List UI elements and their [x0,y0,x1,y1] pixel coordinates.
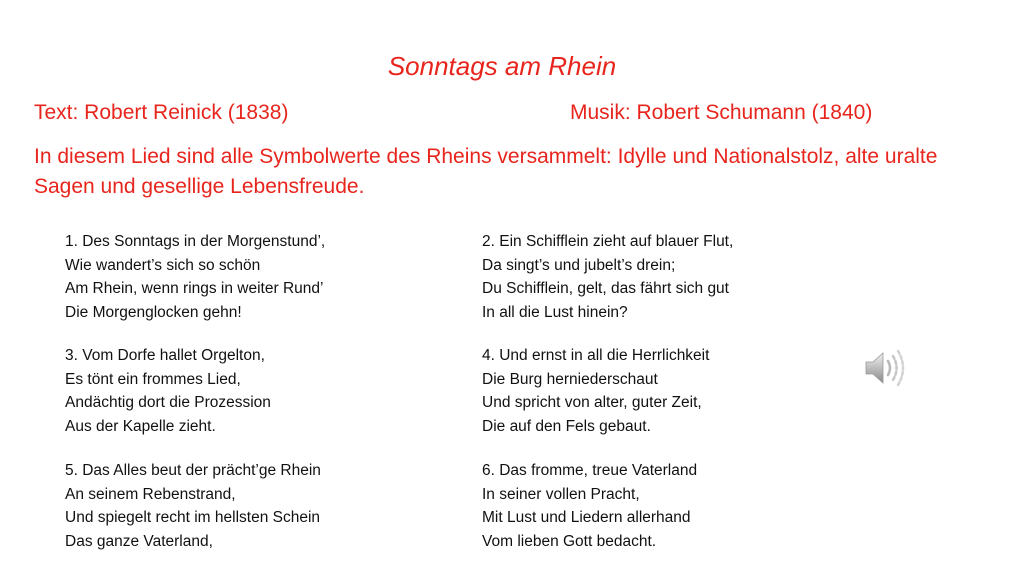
verse-line: Andächtig dort die Prozession [65,394,271,411]
verse-line: 6. Das fromme, treue Vaterland [482,462,698,479]
intro-text: In diesem Lied sind alle Symbolwerte des Rheins versammelt: Idylle und Nationalstolz, alte uralte Sagen und gesellige Lebensfreude. [34,145,938,198]
verse-line: Am Rhein, wenn rings in weiter Rund’ [65,280,324,297]
verse-line: An seinem Rebenstrand, [65,485,236,503]
verse-line: 4. Und ernst in all die Herrlichkeit [482,347,710,364]
credits-row [34,98,994,128]
speaker-icon[interactable] [860,346,910,390]
verse-line: Vom lieben Gott bedacht. [482,532,657,550]
verse-line: Das ganze Vaterland, [65,532,213,550]
verse-line: 2. Ein Schifflein zieht auf blauer Flut, [482,233,734,250]
verse-4 [482,344,862,438]
verse-line: 5. Das Alles beut der prächt’ge Rhein [65,462,321,479]
slide-title: Sonntags am Rhein [387,51,617,81]
verse-6 [482,459,862,553]
lyricist-credit: Text: Robert Reinick (1838) [34,101,289,124]
verse-line: Die Burg herniederschaut [482,370,658,388]
verse-line: Die Morgenglocken gehn! [65,303,242,321]
verse-line: Es tönt ein frommes Lied, [65,370,241,388]
composer-credit: Musik: Robert Schumann (1840) [570,101,873,124]
verse-line: 1. Des Sonntags in der Morgenstund’, [65,233,326,250]
verse-line: Mit Lust und Liedern allerhand [482,509,691,526]
verse-line: Aus der Kapelle zieht. [65,417,216,435]
verse-line: Die auf den Fels gebaut. [482,417,651,435]
verse-line: Da singt’s und jubelt’s drein; [482,256,676,274]
verse-5 [65,459,445,553]
verse-1 [65,230,445,324]
verse-2 [482,230,862,324]
verse-line: 3. Vom Dorfe hallet Orgelton, [65,347,265,364]
verse-line: Und spiegelt recht im hellsten Schein [65,509,321,526]
verse-line: In all die Lust hinein? [482,303,628,321]
verse-line: In seiner vollen Pracht, [482,485,640,503]
verse-3 [65,344,445,438]
verse-line: Du Schifflein, gelt, das fährt sich gut [482,280,729,297]
verse-line: Wie wandert’s sich so schön [65,256,261,274]
verse-line: Und spricht von alter, guter Zeit, [482,394,702,411]
